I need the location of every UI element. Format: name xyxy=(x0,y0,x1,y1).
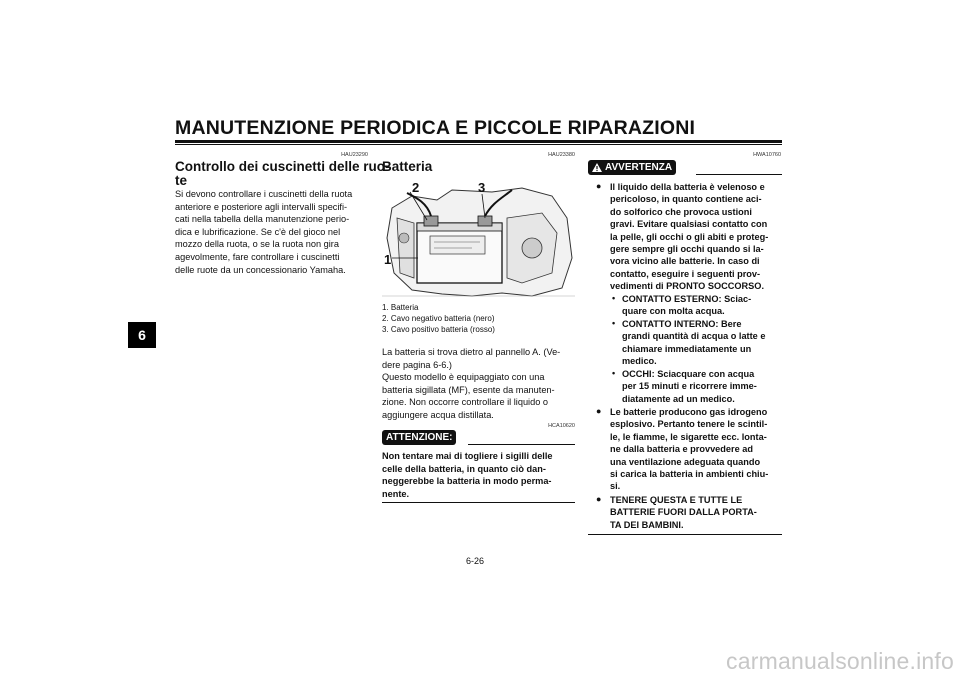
bullet-dot: ● xyxy=(596,181,602,191)
body-line: delle ruote da un concessionario Yamaha. xyxy=(175,264,346,275)
sub-bullet-dot: • xyxy=(612,368,616,378)
warning-line: OCCHI: Sciacquare con acqua xyxy=(622,369,755,379)
section-code: HAU23380 xyxy=(548,152,575,158)
warning-line: TA DEI BAMBINI. xyxy=(610,519,684,530)
body-line: aggiungere acqua distillata. xyxy=(382,409,494,420)
warning-line: grandi quantità di acqua o latte e xyxy=(622,331,766,342)
sub-bullet-1 xyxy=(622,293,782,318)
warning-bullet-3 xyxy=(610,494,782,531)
warning-line: per 15 minuti e ricorrere imme- xyxy=(622,381,757,392)
figure-label-3: 3 xyxy=(478,180,486,195)
bullet-dot: ● xyxy=(596,494,602,504)
warning-line: contatto, eseguire i seguenti prov- xyxy=(610,268,761,279)
body-line: Questo modello è equipaggiato con una xyxy=(382,372,545,383)
sub-bullet-3 xyxy=(622,368,782,405)
sub-bullet-dot: • xyxy=(612,318,616,328)
bullet-dot: ● xyxy=(596,406,602,416)
body-line: agevolmente, fare controllare i cuscinetti xyxy=(175,251,340,262)
body-line: cati nella tabella della manutenzione perio- xyxy=(175,214,350,225)
battery-illustration xyxy=(382,178,575,300)
warning-line: CONTATTO ESTERNO: Sciac- xyxy=(622,294,752,304)
chapter-tab: 6 xyxy=(128,322,156,348)
warning-bullet-2 xyxy=(610,406,782,493)
warning-line: BATTERIE FUORI DALLA PORTA- xyxy=(610,507,757,518)
attention-line: neggerebbe la batteria in modo perma- xyxy=(382,476,552,487)
attention-line: celle della batteria, in quanto ciò dan- xyxy=(382,463,546,474)
section-code: HAU23290 xyxy=(341,152,368,158)
warning-line: gravi. Evitare qualsiasi contatto con xyxy=(610,219,768,230)
warning-line: la pelle, gli occhi o gli abiti e proteg- xyxy=(610,231,769,242)
sub-bullet-2 xyxy=(622,318,782,368)
sub-bullet-dot: • xyxy=(612,293,616,303)
middle-body xyxy=(382,346,575,422)
warning-line: una ventilazione adeguata quando xyxy=(610,456,761,467)
attention-code: HCA10620 xyxy=(548,423,575,429)
figure-captions xyxy=(382,302,495,335)
left-body xyxy=(175,188,368,276)
body-line: mozzo della ruota, o se la ruota non gira xyxy=(175,239,339,250)
caption-item: 1. Batteria xyxy=(382,303,419,312)
warning-line: do solforico che provoca ustioni xyxy=(610,206,752,217)
warning-line: TENERE QUESTA E TUTTE LE xyxy=(610,495,743,505)
watermark: carmanualsonline.info xyxy=(726,648,954,674)
warning-badge xyxy=(588,160,676,175)
warning-line: diatamente ad un medico. xyxy=(622,393,735,404)
attention-body xyxy=(382,450,575,500)
attention-line: nente. xyxy=(382,488,410,499)
warning-line: le, le fiamme, le sigarette ecc. lonta- xyxy=(610,431,767,442)
warning-line: ne dalla batteria e provvedere ad xyxy=(610,444,753,455)
warning-rule xyxy=(696,174,782,175)
header-rule xyxy=(175,140,782,143)
warning-line: CONTATTO INTERNO: Bere xyxy=(622,319,742,329)
warning-line: gere sempre gli occhi quando si la- xyxy=(610,244,764,255)
caption-item: 3. Cavo positivo batteria (rosso) xyxy=(382,325,495,334)
page-header-title: MANUTENZIONE PERIODICA E PICCOLE RIPARAZIONI xyxy=(175,117,696,139)
warning-line: esplosivo. Pertanto tenere le scintil- xyxy=(610,419,768,430)
attention-label: ATTENZIONE: xyxy=(382,430,456,445)
warning-triangle-icon xyxy=(592,163,602,172)
section-title-line-1: Controllo dei cuscinetti delle ruo- xyxy=(175,159,390,174)
attention-end-rule xyxy=(382,502,575,503)
figure-label-2: 2 xyxy=(412,180,420,195)
warning-line: vedimenti di PRONTO SOCCORSO. xyxy=(610,281,764,292)
body-line: anteriore e posteriore agli intervalli specifi- xyxy=(175,201,348,212)
section-title-line-2: te xyxy=(175,173,188,188)
page-number: 6-26 xyxy=(466,556,485,566)
figure-label-1: 1 xyxy=(384,252,392,267)
warning-bullet-1 xyxy=(610,181,782,293)
body-line: batteria sigillata (MF), esente da manuten- xyxy=(382,384,555,395)
warning-label: AVVERTENZA xyxy=(605,162,673,173)
warning-line: chiamare immediatamente un xyxy=(622,343,752,354)
warning-line: medico. xyxy=(622,356,657,367)
warning-line: si carica la batteria in ambienti chiu- xyxy=(610,469,769,480)
warning-line: pericoloso, in quanto contiene aci- xyxy=(610,194,762,205)
body-line: dere pagina 6-6.) xyxy=(382,359,452,370)
section-title: Batteria xyxy=(382,159,433,174)
caption-item: 2. Cavo negativo batteria (nero) xyxy=(382,314,495,323)
warning-code: HWA10760 xyxy=(753,152,781,158)
body-line: Si devono controllare i cuscinetti della ruota xyxy=(175,189,353,199)
warning-line: si. xyxy=(610,481,621,492)
warning-end-rule xyxy=(588,534,782,535)
warning-line: Le batterie producono gas idrogeno xyxy=(610,407,768,417)
attention-rule xyxy=(468,444,575,445)
body-line: La batteria si trova dietro al pannello A. (Ve- xyxy=(382,347,561,357)
warning-line: Il liquido della batteria è velenoso e xyxy=(610,182,765,192)
warning-line: quare con molta acqua. xyxy=(622,306,725,317)
attention-line: Non tentare mai di togliere i sigilli delle xyxy=(382,451,553,461)
body-line: dica e lubrificazione. Se c'è del gioco nel xyxy=(175,226,341,237)
warning-line: vora vicino alle batterie. In caso di xyxy=(610,256,760,267)
header-rule-thin xyxy=(175,144,782,145)
body-line: zione. Non occorre controllare il liquido o xyxy=(382,397,548,408)
